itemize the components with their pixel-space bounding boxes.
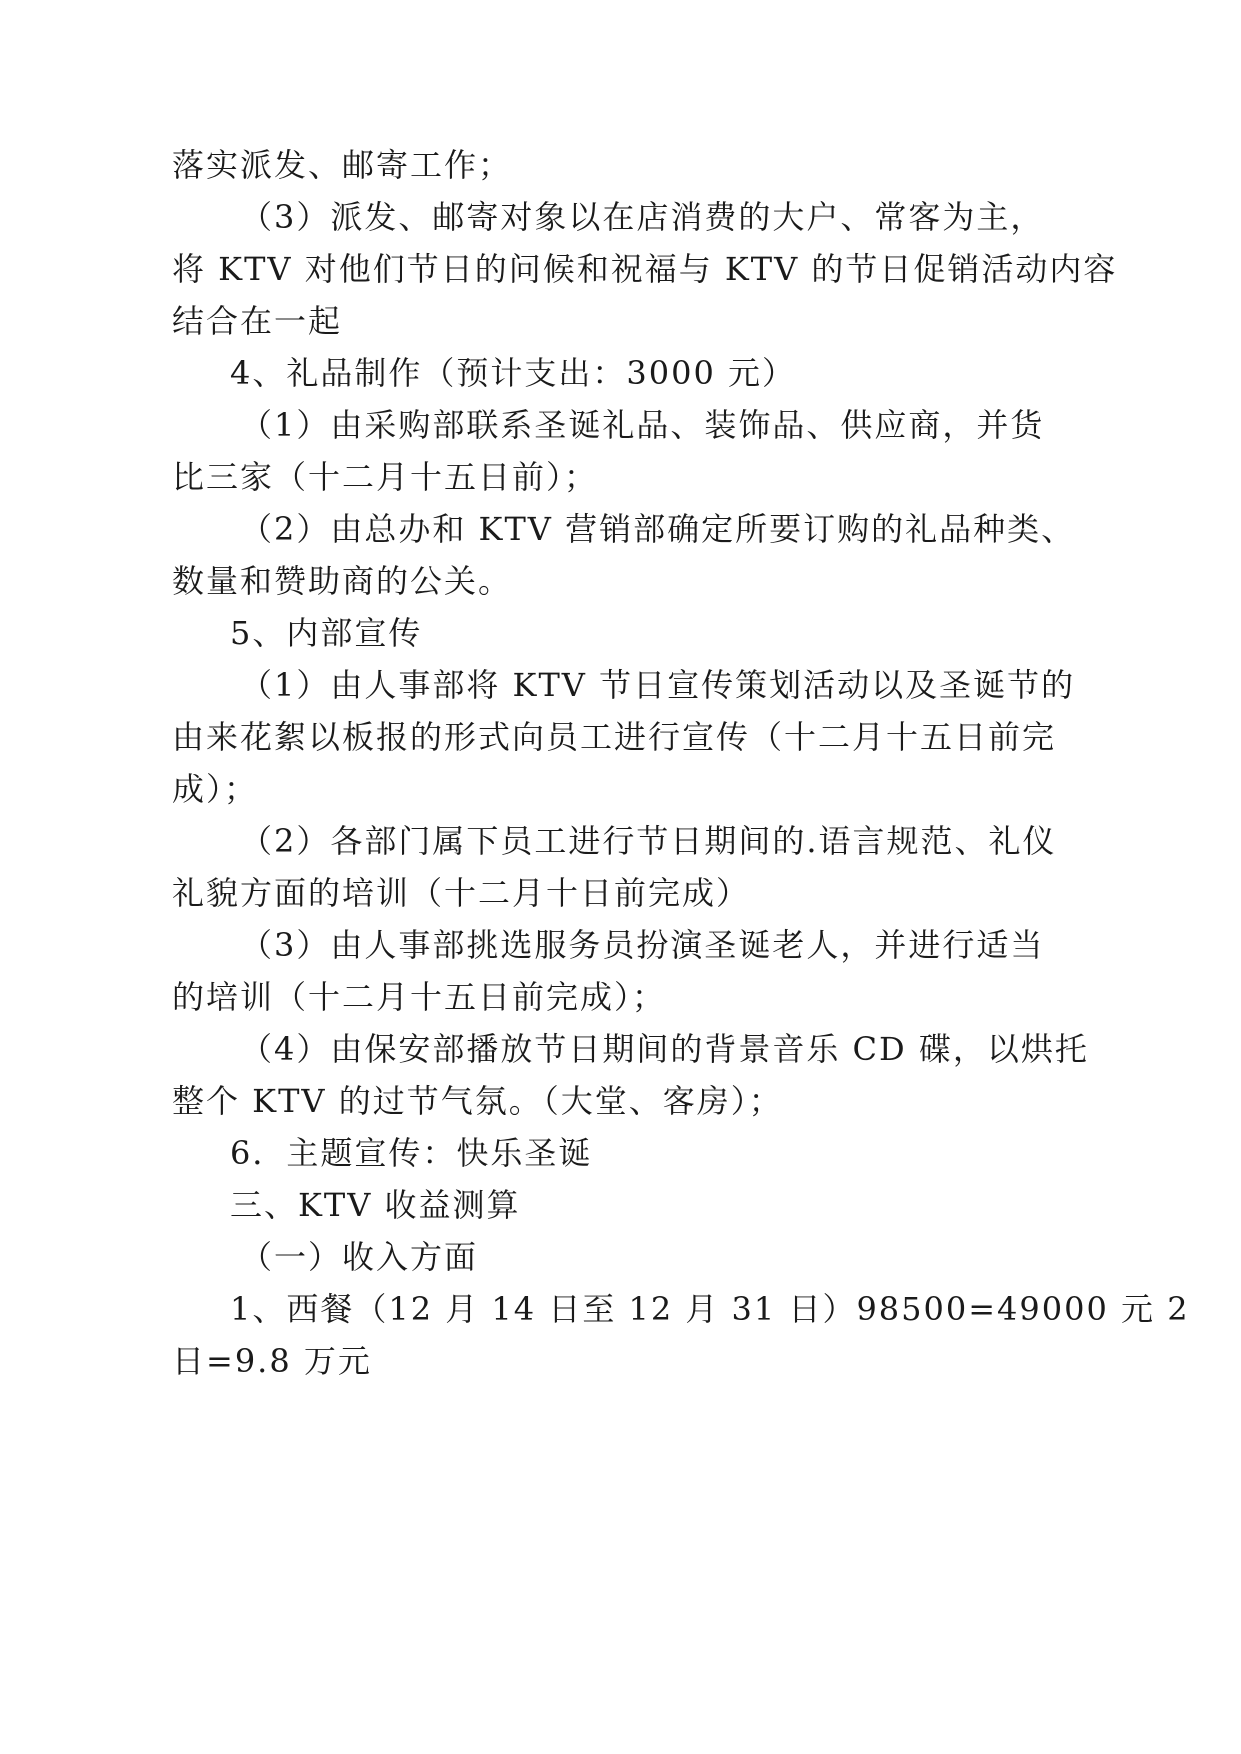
- text-line: 整个 KTV 的过节气氛。（大堂、客房）；: [172, 1082, 783, 1120]
- text-line: 将 KTV 对他们节日的问候和祝福与 KTV 的节日促销活动内容: [172, 250, 1118, 288]
- text-line: （3）派发、邮寄对象以在店消费的大户、常客为主，: [240, 198, 1045, 236]
- text-line: （3）由人事部挑选服务员扮演圣诞老人，并进行适当: [240, 926, 1045, 964]
- text-line: 落实派发、邮寄工作；: [172, 146, 513, 184]
- text-line: 由来花絮以板报的形式向员工进行宣传（十二月十五日前完: [172, 718, 1057, 756]
- text-line: 数量和赞助商的公关。: [172, 562, 513, 600]
- text-line: 1、西餐（12 月 14 日至 12 月 31 日）98500=49000 元 2: [230, 1290, 1190, 1328]
- text-line: （1）由采购部联系圣诞礼品、装饰品、供应商，并货: [240, 406, 1045, 444]
- text-line: （1）由人事部将 KTV 节日宣传策划活动以及圣诞节的: [240, 666, 1076, 704]
- text-line: 礼貌方面的培训（十二月十日前完成）: [172, 874, 751, 912]
- text-line: 比三家（十二月十五日前）；: [172, 458, 599, 496]
- text-line: 日=9.8 万元: [172, 1342, 372, 1380]
- text-line: 结合在一起: [172, 302, 343, 340]
- section-heading: 4、礼品制作（预计支出：3000 元）: [230, 354, 796, 392]
- section-heading: 6．主题宣传：快乐圣诞: [230, 1134, 593, 1172]
- text-line: 的培训（十二月十五日前完成）；: [172, 978, 667, 1016]
- text-line: （2）由总办和 KTV 营销部确定所要订购的礼品种类、: [240, 510, 1076, 548]
- text-line: （2）各部门属下员工进行节日期间的.语言规范、礼仪: [240, 822, 1057, 860]
- subsection-heading: （一）收入方面: [240, 1238, 479, 1276]
- text-line: 成）；: [172, 770, 259, 808]
- section-heading: 5、内部宣传: [230, 614, 423, 652]
- text-line: （4）由保安部播放节日期间的背景音乐 CD 碟，以烘托: [240, 1030, 1089, 1068]
- section-heading: 三、KTV 收益测算: [230, 1186, 521, 1224]
